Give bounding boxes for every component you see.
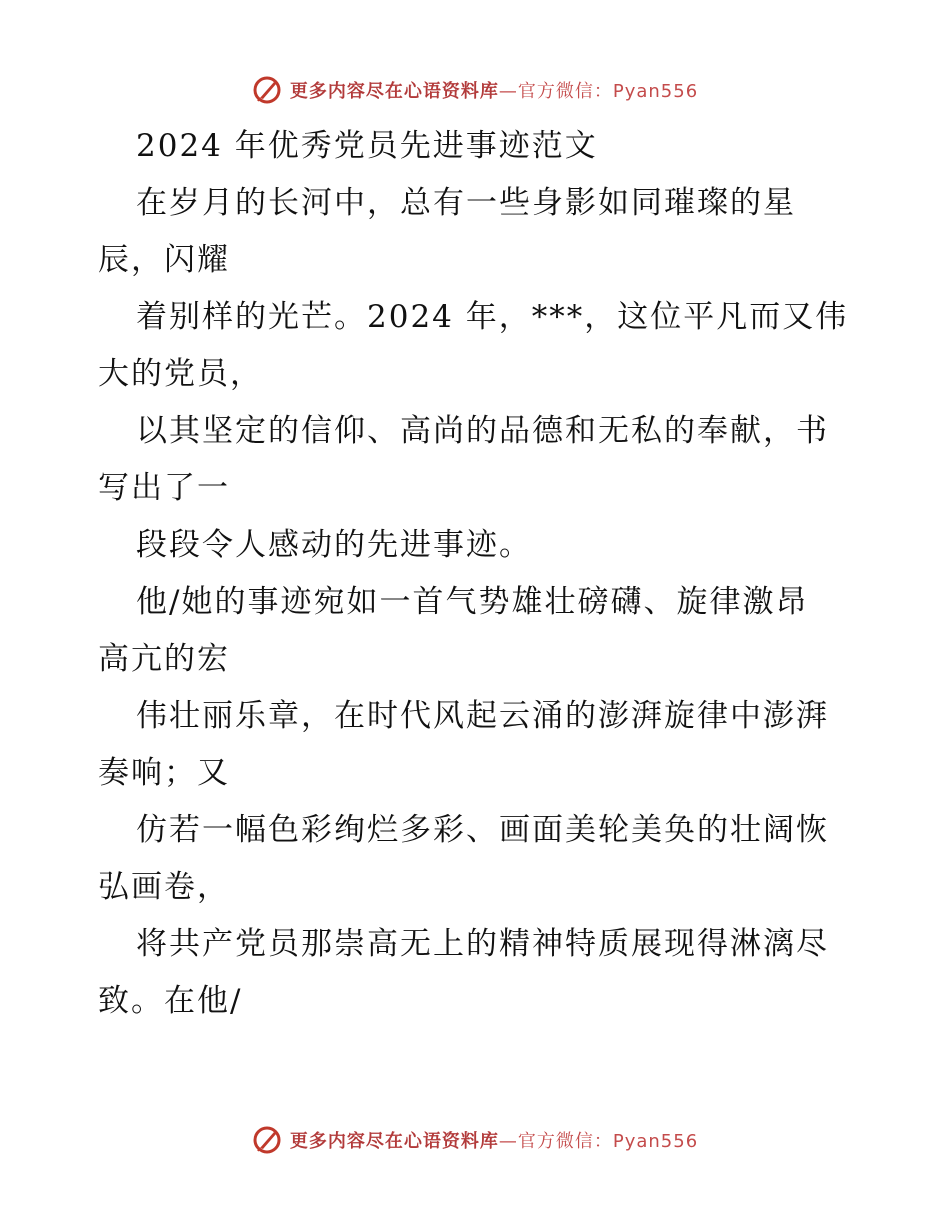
paragraph-line: 弘画卷，: [98, 869, 230, 905]
paragraph-line: 致。在他/: [98, 983, 243, 1019]
footer-banner-text: [290, 1127, 698, 1153]
document-lines: [98, 175, 858, 1030]
header-banner: [0, 70, 950, 110]
paragraph-line: 段段令人感动的先进事迹。: [136, 527, 532, 563]
quill-pen-logo-icon: [252, 1125, 282, 1155]
paragraph-line: 以其坚定的信仰、高尚的品德和无私的奉献，书: [136, 413, 829, 449]
header-banner-text: [290, 77, 698, 103]
header-banner-main: 更多内容尽在心语资料库: [289, 81, 499, 102]
paragraph-line: 大的党员，: [98, 356, 263, 392]
quill-pen-logo-icon: [252, 75, 282, 105]
footer-banner: [0, 1120, 950, 1160]
paragraph-line: 写出了一: [98, 470, 230, 506]
header-banner-contact: —官方微信：Pyan556: [498, 81, 699, 102]
paragraph-line: 奏响；又: [98, 755, 230, 791]
paragraph-line: 将共产党员那崇高无上的精神特质展现得淋漓尽: [136, 926, 829, 962]
footer-banner-main: 更多内容尽在心语资料库: [289, 1131, 499, 1152]
paragraph-line: 着别样的光芒。2024 年，***，这位平凡而又伟: [136, 299, 849, 335]
paragraph-line: 伟壮丽乐章，在时代风起云涌的澎湃旋律中澎湃: [136, 698, 829, 734]
paragraph-line: 在岁月的长河中，总有一些身影如同璀璨的星: [136, 185, 796, 221]
paragraph-line: 仿若一幅色彩绚烂多彩、画面美轮美奂的壮阔恢: [136, 812, 829, 848]
document-body: [98, 118, 858, 1030]
paragraph-line: 高亢的宏: [98, 641, 230, 677]
document-title: 2024 年优秀党员先进事迹范文: [136, 128, 598, 164]
paragraph-line: 辰，闪耀: [98, 242, 230, 278]
paragraph-line: 他/她的事迹宛如一首气势雄壮磅礴、旋律激昂: [136, 584, 809, 620]
footer-banner-contact: —官方微信：Pyan556: [498, 1131, 699, 1152]
